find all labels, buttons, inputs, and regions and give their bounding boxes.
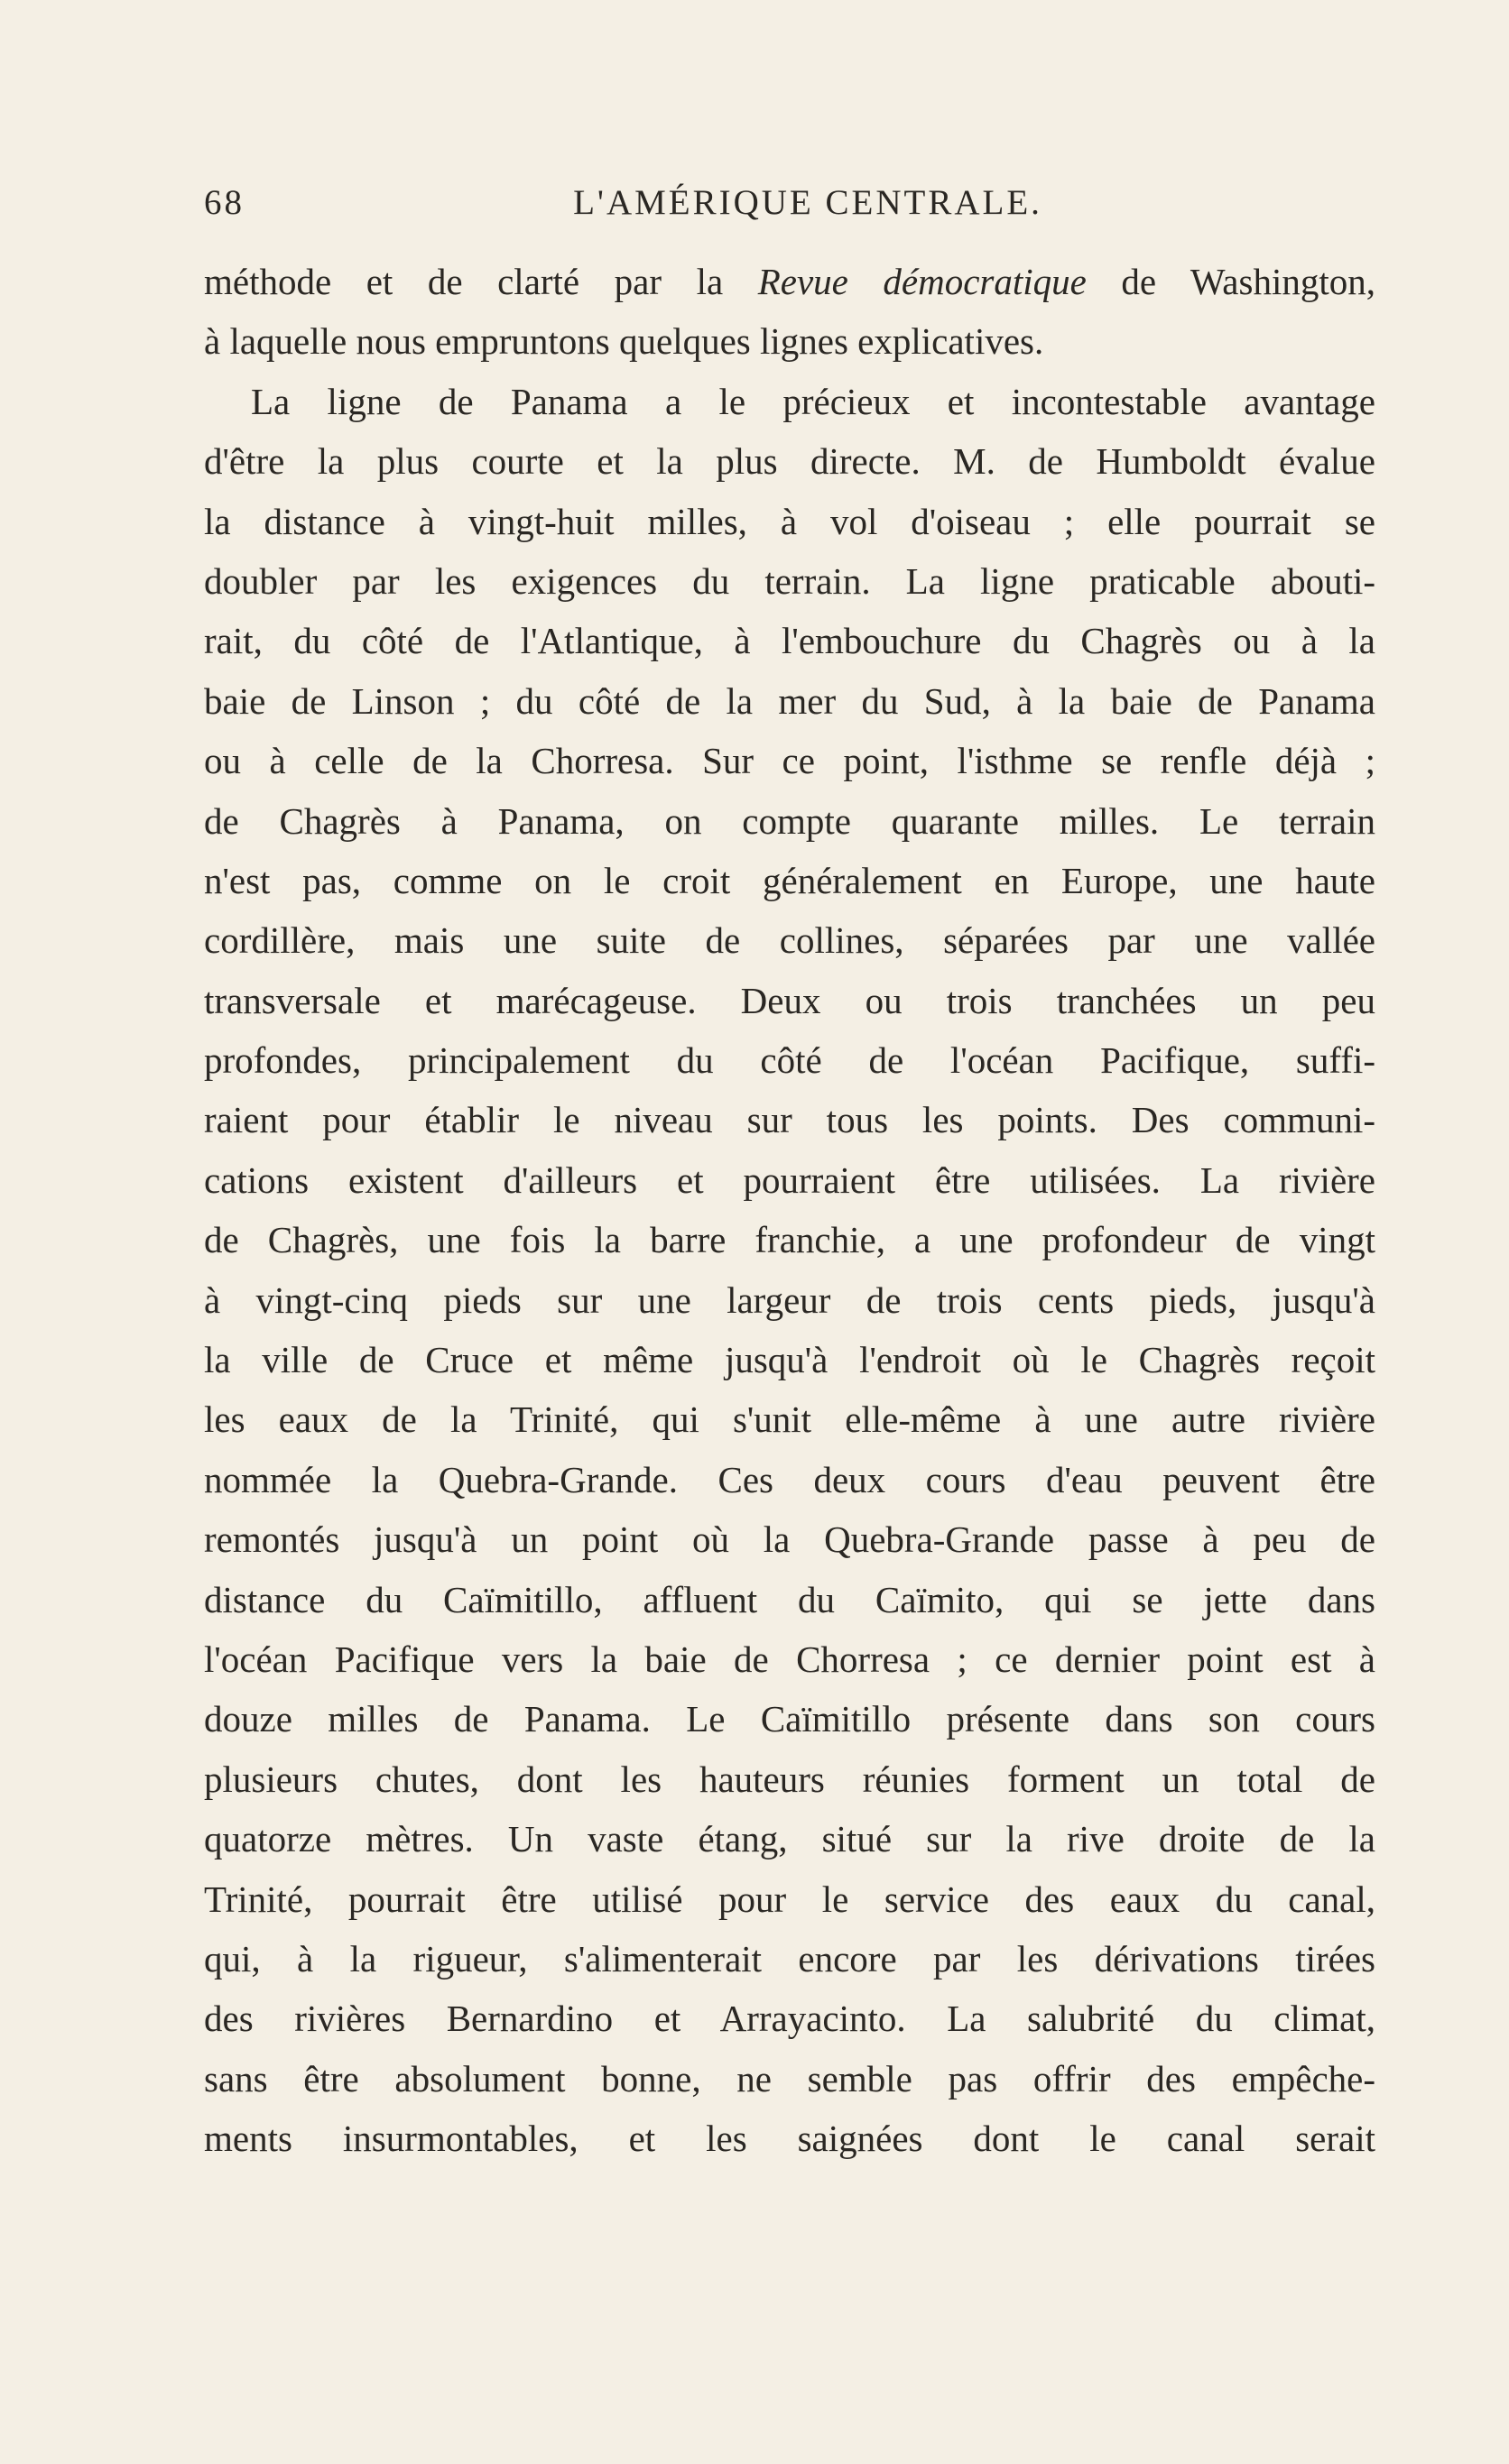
page-number: 68	[204, 183, 245, 222]
text-line: des rivières Bernardino et Arrayacinto. La salubrité du climat,	[204, 1998, 1375, 2040]
text-line	[204, 252, 1375, 311]
body-text	[204, 252, 1375, 2169]
running-head	[204, 182, 1375, 236]
text-line: l'océan Pacifique vers la baie de Chorresa ; ce dernier point est à	[204, 1638, 1375, 1680]
text-line: douze milles de Panama. Le Caïmitillo présente dans son cours	[204, 1698, 1375, 1740]
text-line: quatorze mètres. Un vaste étang, situé sur la rive droite de la	[204, 1818, 1375, 1860]
text-line: doubler par les exigences du terrain. La ligne praticable abouti-	[204, 559, 1375, 602]
text-line: distance du Caïmitillo, affluent du Caïmito, qui se jette dans	[204, 1578, 1375, 1620]
text-line: la ville de Cruce et même jusqu'à l'endroit où le Chagrès reçoit	[204, 1339, 1375, 1381]
text-line: ou à celle de la Chorresa. Sur ce point, l'isthme se renfle déjà ;	[204, 740, 1375, 782]
text-line: rait, du côté de l'Atlantique, à l'embouchure du Chagrès ou à la	[204, 620, 1375, 662]
text-line: de Chagrès à Panama, on compte quarante milles. Le terrain	[204, 799, 1375, 842]
journal-title: Revue démocratique	[757, 261, 1087, 302]
text-line: de Chagrès, une fois la barre franchie, a une profondeur de vingt	[204, 1219, 1375, 1261]
text-line: les eaux de la Trinité, qui s'unit elle-même à une autre rivière	[204, 1398, 1375, 1441]
text-line: baie de Linson ; du côté de la mer du Sud, à la baie de Panama	[204, 679, 1375, 722]
text-line: nommée la Quebra-Grande. Ces deux cours d'eau peuvent être	[204, 1458, 1375, 1500]
text-line: qui, à la rigueur, s'alimenterait encore par les dérivations tirées	[204, 1937, 1375, 1980]
running-title: L'AMÉRIQUE CENTRALE.	[573, 183, 1042, 222]
text-segment: méthode et de clarté par la	[204, 261, 758, 302]
text-line: transversale et marécageuse. Deux ou trois tranchées un peu	[204, 979, 1375, 1021]
text-line: plusieurs chutes, dont les hauteurs réunies forment un total de	[204, 1758, 1375, 1800]
text-line: profondes, principalement du côté de l'océan Pacifique, suffi-	[204, 1039, 1375, 1082]
text-line: à laquelle nous empruntons quelques lignes explicatives.	[204, 320, 1044, 363]
text-line: sans être absolument bonne, ne semble pas offrir des empêche-	[204, 2057, 1375, 2099]
text-line: n'est pas, comme on le croit généralement en Europe, une haute	[204, 859, 1375, 901]
text-line: la distance à vingt-huit milles, à vol d'oiseau ; elle pourrait se	[204, 500, 1375, 542]
text-line: cordillère, mais une suite de collines, séparées par une vallée	[204, 919, 1375, 962]
text-line: à vingt-cinq pieds sur une largeur de trois cents pieds, jusqu'à	[204, 1278, 1375, 1321]
text-line: ments insurmontables, et les saignées dont le canal serait	[204, 2118, 1375, 2160]
text-line: Trinité, pourrait être utilisé pour le service des eaux du canal,	[204, 1878, 1375, 1920]
paragraph-first-line: La ligne de Panama a le précieux et incontestable avantage	[251, 380, 1375, 422]
text-segment: de Washington,	[1086, 261, 1375, 302]
text-line: raient pour établir le niveau sur tous les points. Des communi-	[204, 1099, 1375, 1141]
text-line: remontés jusqu'à un point où la Quebra-Grande passe à peu de	[204, 1518, 1375, 1561]
text-line: cations existent d'ailleurs et pourraient être utilisées. La rivière	[204, 1158, 1375, 1201]
text-line: d'être la plus courte et la plus directe. M. de Humboldt évalue	[204, 440, 1375, 483]
